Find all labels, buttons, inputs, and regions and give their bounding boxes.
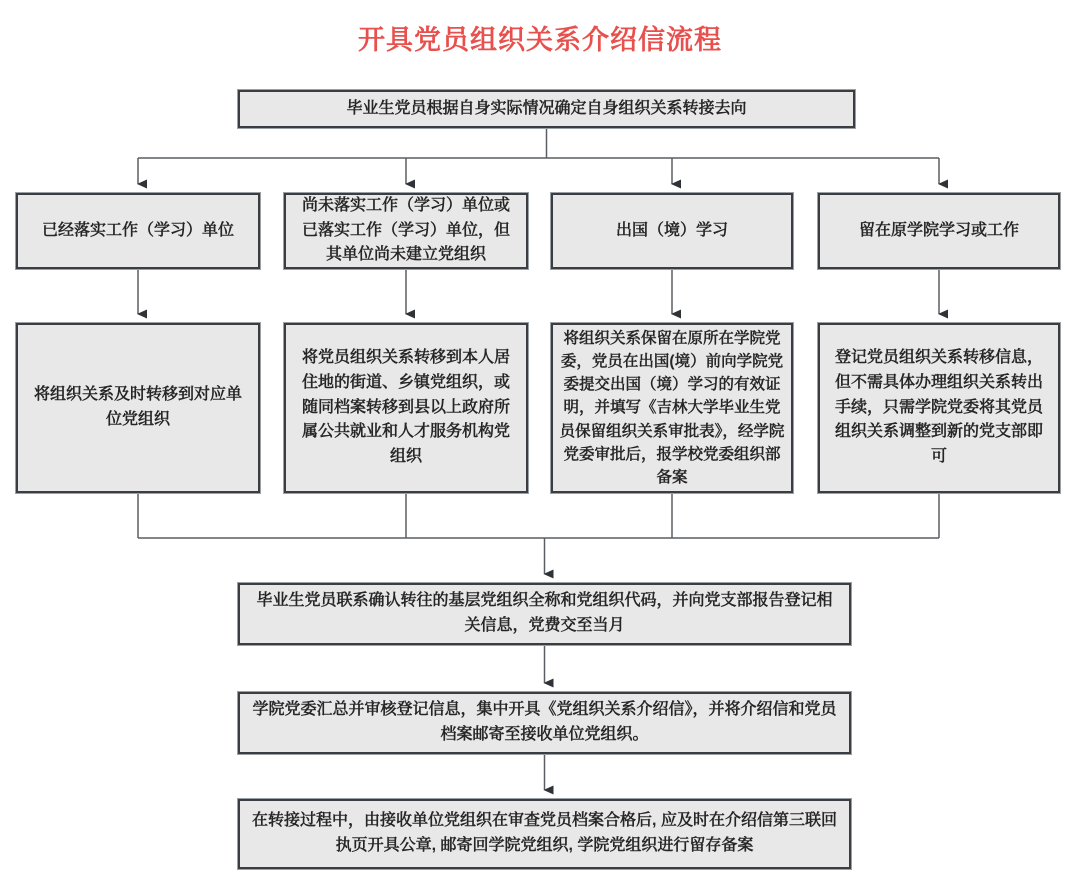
flow-node-start: 毕业生党员根据自身实际情况确定自身组织关系转接去向 — [238, 90, 855, 128]
flow-node-action-transfer-to-locality: 将党员组织关系转移到本人居住地的街道、乡镇党组织，或随同档案转移到县以上政府所属公共就业和人才服务机构党组织 — [284, 323, 528, 493]
flow-node-issue-letter: 学院党委汇总并审核登记信息，集中开具《党组织关系介绍信》，并将介绍信和党员档案邮寄至接收单位党组织。 — [238, 692, 851, 754]
flow-node-action-retain-at-college: 将组织关系保留在原所在学院党委，党员在出国(境）前向学院党委提交出国（境）学习的有效证明，并填写《吉林大学毕业生党员保留组织关系审批表》，经学院党委审批后，报学校党委组织部备案 — [551, 323, 793, 493]
flow-node-action-register-transfer-info: 登记党员组织关系转移信息，但不需具体办理组织关系转出手续，只需学院党委将其党员组织关系调整到新的党支部即可 — [818, 323, 1060, 493]
flow-node-condition-no-unit-org: 尚未落实工作（学习）单位或已落实工作（学习）单位，但其单位尚未建立党组织 — [284, 193, 528, 269]
page-title: 开具党员组织关系介绍信流程 — [358, 25, 722, 55]
flow-node-action-transfer-to-unit: 将组织关系及时转移到对应单位党组织 — [16, 323, 260, 493]
flow-node-confirm-org-info: 毕业生党员联系确认转往的基层党组织全称和党组织代码，并向党支部报告登记相关信息，党费交至当月 — [238, 583, 851, 645]
flow-node-condition-employed: 已经落实工作（学习）单位 — [16, 193, 260, 269]
flow-node-return-receipt: 在转接过程中，由接收单位党组织在审查党员档案合格后, 应及时在介绍信第三联回执页开具公章, 邮寄回学院党组织, 学院党组织进行留存备案 — [238, 799, 851, 869]
flow-node-condition-study-abroad: 出国（境）学习 — [551, 193, 793, 269]
flow-node-condition-stay-college: 留在原学院学习或工作 — [818, 193, 1060, 269]
